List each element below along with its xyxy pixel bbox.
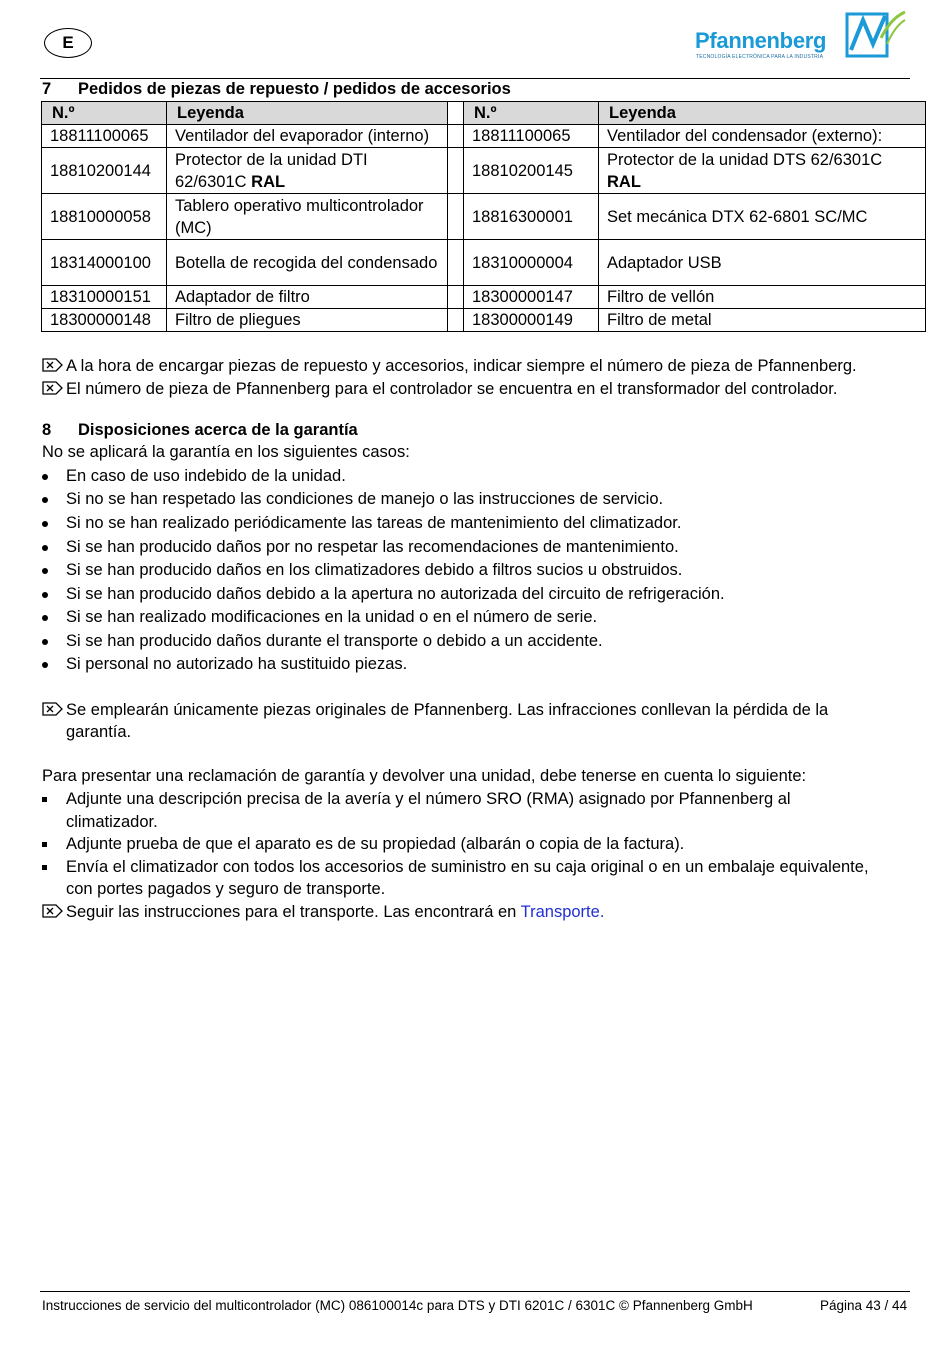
- note-controller-part-number: El número de pieza de Pfannenberg para el controlador se encuentra en el transformador del controlador.: [42, 378, 837, 401]
- part-description: Ventilador del evaporador (interno): [167, 125, 448, 148]
- brand-mark-icon: [845, 10, 907, 58]
- spare-parts-table: [41, 101, 926, 332]
- table-row: [42, 240, 926, 286]
- part-description: Set mecánica DTX 62-6801 SC/MC: [599, 194, 926, 240]
- note-original-parts: Se emplearán únicamente piezas originales de Pfannenberg. Las infracciones conllevan la pérdida de la: [42, 699, 828, 722]
- table-row: [42, 286, 926, 309]
- note-arrow-icon: [42, 904, 63, 918]
- part-number: 18310000151: [42, 286, 167, 309]
- note-transport: Seguir las instrucciones para el transporte. Las encontrará en Transporte.: [42, 901, 604, 924]
- part-number: 18310000004: [464, 240, 599, 286]
- brand-name: Pfannenberg: [695, 28, 827, 53]
- column-header: N.º: [42, 102, 167, 125]
- part-description: Adaptador USB: [599, 240, 926, 286]
- language-badge: E: [44, 28, 92, 58]
- part-description: Filtro de vellón: [599, 286, 926, 309]
- note-original-parts-cont: garantía.: [66, 723, 132, 741]
- part-number: 18300000149: [464, 309, 599, 332]
- part-number: 18811100065: [42, 125, 167, 148]
- column-header: Leyenda: [599, 102, 926, 125]
- part-description: Filtro de metal: [599, 309, 926, 332]
- part-number: 18810200144: [42, 148, 167, 194]
- note-arrow-icon: [42, 358, 63, 372]
- part-description: Tablero operativo multicontrolador (MC): [167, 194, 448, 240]
- header-divider: [40, 78, 910, 79]
- part-number: 18300000148: [42, 309, 167, 332]
- column-header: Leyenda: [167, 102, 448, 125]
- part-description: Botella de recogida del condensado: [167, 240, 448, 286]
- table-header-row: [42, 102, 926, 125]
- part-description: Ventilador del condensador (externo):: [599, 125, 926, 148]
- list-item-cont: con portes pagados y seguro de transporte.: [66, 880, 386, 898]
- section-7-number: 7: [42, 80, 52, 98]
- part-description: Protector de la unidad DTS 62/6301C RAL: [599, 148, 926, 194]
- part-number: 18314000100: [42, 240, 167, 286]
- part-description: Filtro de pliegues: [167, 309, 448, 332]
- page-number: Página 43 / 44: [820, 1298, 908, 1313]
- column-header: N.º: [464, 102, 599, 125]
- claim-intro: Para presentar una reclamación de garantía y devolver una unidad, debe tenerse en cuenta lo siguiente:: [42, 767, 807, 785]
- section-8-title: Disposiciones acerca de la garantía: [78, 421, 358, 439]
- table-row: [42, 309, 926, 332]
- part-number: 18810000058: [42, 194, 167, 240]
- note-arrow-icon: [42, 381, 63, 395]
- brand-tagline: TECNOLOGÍA ELECTRÓNICA PARA LA INDUSTRIA: [696, 54, 824, 60]
- part-number: 18300000147: [464, 286, 599, 309]
- part-description: Adaptador de filtro: [167, 286, 448, 309]
- table-row: [42, 194, 926, 240]
- section-7-heading: [42, 80, 511, 99]
- table-row: [42, 148, 926, 194]
- section-7-title: Pedidos de piezas de repuesto / pedidos de accesorios: [78, 80, 511, 98]
- transport-link[interactable]: Transporte: [520, 903, 600, 921]
- note-arrow-icon: [42, 702, 63, 716]
- part-description: Protector de la unidad DTI 62/6301C RAL: [167, 148, 448, 194]
- footer-document-title: Instrucciones de servicio del multicontrolador (MC) 086100014c para DTS y DTI 6201C / 6301C © Pfannenberg GmbH: [42, 1298, 753, 1313]
- list-item-cont: climatizador.: [66, 813, 158, 831]
- brand-logo: [695, 10, 910, 60]
- part-number: 18811100065: [464, 125, 599, 148]
- warranty-intro: No se aplicará la garantía en los siguientes casos:: [42, 443, 410, 461]
- note-ordering: A la hora de encargar piezas de repuesto y accesorios, indicar siempre el número de pieza de Pfannenberg.: [42, 355, 857, 378]
- table-row: [42, 125, 926, 148]
- footer-divider: [40, 1291, 910, 1292]
- part-number: 18810200145: [464, 148, 599, 194]
- section-8-number: 8: [42, 421, 52, 439]
- part-number: 18816300001: [464, 194, 599, 240]
- section-8-heading: [42, 421, 358, 440]
